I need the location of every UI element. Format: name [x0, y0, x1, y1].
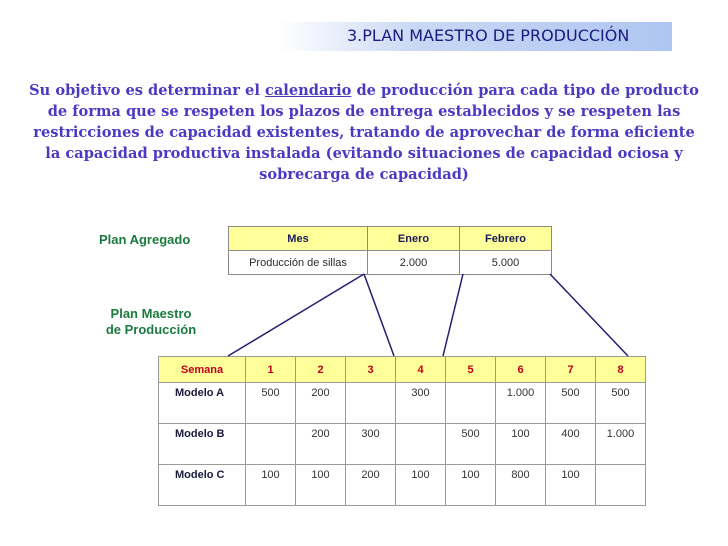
- page-title: 3.PLAN MAESTRO DE PRODUCCIÓN: [347, 26, 630, 45]
- header-cell: Semana: [159, 357, 246, 383]
- data-cell: 400: [546, 424, 596, 465]
- data-cell: Producción de sillas: [229, 251, 368, 275]
- header-cell: 5: [446, 357, 496, 383]
- header-cell: 7: [546, 357, 596, 383]
- header-cell: Mes: [229, 227, 368, 251]
- header-cell: Febrero: [460, 227, 552, 251]
- connector-mes-to-week1: [228, 274, 364, 356]
- intro-text-after: de producción para cada tipo de producto de forma que se respeten los plazos de entrega establecidos y se respeten las restricciones de capacidad existentes, tratando de aprovechar de forma eficiente la capacidad productiva instalada (evitando situaciones de capacidad ociosa y sobrecarga de capacidad): [33, 82, 699, 183]
- intro-text-underlined: calendario: [264, 82, 352, 99]
- header-cell: 1: [246, 357, 296, 383]
- data-cell: 2.000: [368, 251, 460, 275]
- connector-enero-to-week4: [364, 274, 394, 356]
- plan-maestro-label-line1: Plan Maestro: [110, 306, 192, 321]
- plan-maestro-label-line2: de Producción: [105, 322, 197, 337]
- header-cell: 2: [296, 357, 346, 383]
- header-cell: 6: [496, 357, 546, 383]
- intro-text-before: Su objetivo es determinar el: [29, 82, 265, 99]
- data-cell: 100: [496, 424, 546, 465]
- header-cell: 3: [346, 357, 396, 383]
- data-cell: 1.000: [496, 383, 546, 424]
- row-label: Modelo C: [159, 465, 246, 506]
- data-cell: 500: [596, 383, 646, 424]
- plan-agregado-label: Plan Agregado: [99, 232, 191, 247]
- data-cell: 200: [346, 465, 396, 506]
- data-cell: 500: [246, 383, 296, 424]
- data-cell: 500: [446, 424, 496, 465]
- data-cell: 100: [396, 465, 446, 506]
- data-cell: 100: [446, 465, 496, 506]
- data-cell: 300: [346, 424, 396, 465]
- data-cell: 300: [396, 383, 446, 424]
- data-cell: 800: [496, 465, 546, 506]
- row-label: Modelo B: [159, 424, 246, 465]
- header-cell: 4: [396, 357, 446, 383]
- connector-febrero-to-week8: [550, 274, 628, 356]
- connector-febrero-to-week5: [443, 274, 463, 356]
- header-cell: 8: [596, 357, 646, 383]
- data-cell: 200: [296, 424, 346, 465]
- data-cell: 1.000: [596, 424, 646, 465]
- data-cell: 5.000: [460, 251, 552, 275]
- data-cell: 100: [296, 465, 346, 506]
- data-cell: 100: [546, 465, 596, 506]
- header-cell: Enero: [368, 227, 460, 251]
- data-cell: 100: [246, 465, 296, 506]
- row-label: Modelo A: [159, 383, 246, 424]
- data-cell: 500: [546, 383, 596, 424]
- data-cell: 200: [296, 383, 346, 424]
